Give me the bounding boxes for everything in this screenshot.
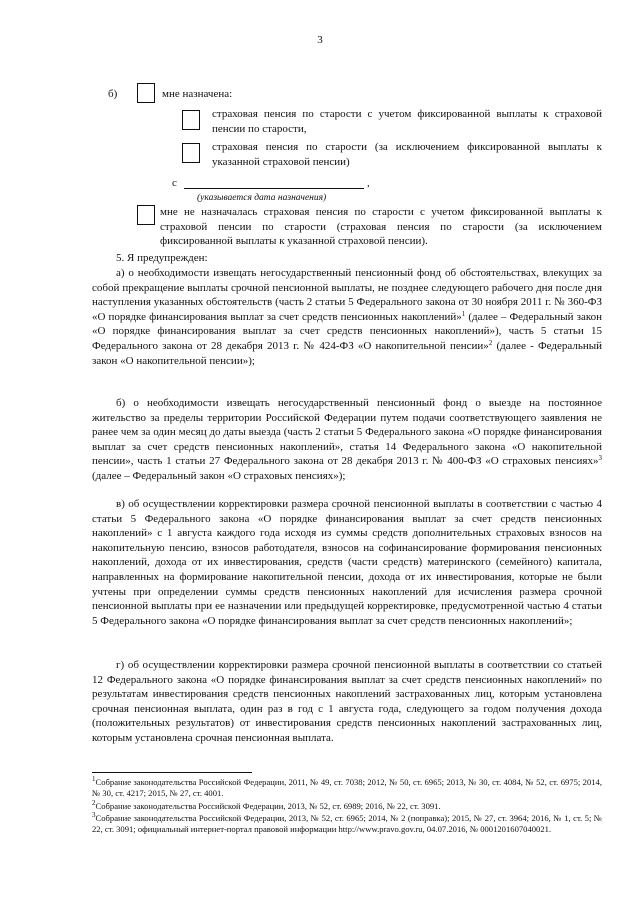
section5-heading: 5. Я предупрежден:: [116, 252, 208, 264]
section5-item-g: г) об осуществлении корректировки размера срочной пенсионной выплаты в соответствии со статьей 12 Федерального закона «О порядке финансирования выплат за счет средств пенсионных накоплений» по результатам инвестирования средств пенсионных накоплений застрахованных лиц, которым установлена срочная пенсионная выплата, один раз в год с 1 августа года, следующего за годом получения дохода (положительных результатов) от инвестирования средств пенсионных накоплений застрахованных лиц, которым установлена срочная пенсионная выплата.: [92, 659, 602, 744]
item-a-text-3: (далее - Федеральный закон «О накопительной пенсии»);: [92, 339, 602, 367]
footnote-ref-2: 2: [488, 338, 493, 347]
footnote-2-mark: 2: [92, 799, 96, 807]
option-not-assigned-text: мне не назначалась страховая пенсия по старости с учетом фиксированной выплаты к страховой пенсии по старости (страховая пенсия по старости (за исключением фиксированной выплаты к указанной страховой пенсии).: [160, 206, 602, 248]
footnote-1: [92, 777, 602, 799]
footnote-3-mark: 3: [92, 811, 96, 819]
section5-item-b: [92, 396, 602, 484]
item-b-text-2: (далее – Федеральный закон «О страховых пенсиях»);: [92, 469, 346, 482]
checkbox-not-assigned[interactable]: [137, 205, 155, 225]
page-number: 3: [317, 34, 323, 46]
footnote-1-text: Собрание законодательства Российской Федерации, 2011, № 49, ст. 7038; 2012, № 50, ст. 6965; 2013, № 30, ст. 4084, № 52, ст. 6975; 2014, № 30, ст. 4217; 2015, № 27, ст. 4001.: [92, 777, 602, 798]
footnote-ref-1: 1: [461, 309, 466, 318]
footnote-2-text: Собрание законодательства Российской Федерации, 2013, № 52, ст. 6989; 2016, № 22, ст. 3091.: [95, 801, 441, 811]
footnote-1-mark: 1: [92, 775, 96, 783]
footnote-2: [92, 801, 602, 812]
item-a-text-2: (далее – Федеральный закон «О порядке финансирования выплат за счет средств пенсионных накоплений»), часть 5 статьи 15 Федерального закона от 28 декабря 2013 г. № 424-ФЗ «О накопительной пенсии»: [92, 310, 603, 352]
checkbox-assigned[interactable]: [137, 83, 155, 103]
section-b-marker: б): [108, 88, 118, 100]
item-a-text-1: а) о необходимости извещать негосударственный пенсионный фонд об обстоятельствах, влекущих за собой прекращение выплаты срочной пенсионной выплаты, не позднее следующего рабочего дня после дня наступления указанных обстоятельств (часть 2 статьи 5 Федерального закона от 30 ноября 2011 г. № 360-ФЗ «О порядке финансирования выплат за счет средств пенсионных накоплений»: [92, 267, 602, 323]
option-excluding-fixed-text: страховая пенсия по старости (за исключением фиксированной выплаты к указанной страховой пенсии): [212, 141, 602, 168]
footnote-separator: [92, 772, 252, 773]
section5-item-v: в) об осуществлении корректировки размера срочной пенсионной выплаты в соответствии с частью 4 статьи 5 Федерального закона «О порядке финансирования выплат за счет средств пенсионных накоплений» с 1 августа каждого года исходя из суммы средств дополнительных страховых взносов на накопительную пенсию, взносов работодателя, взносов на софинансирование формирования пенсионных накоплений, дохода от их инвестирования, средств (части средств) материнского (семейного) капитала, направленных на формирование накопительной пенсии, дохода от их инвестирования, которые не были учтены при определении суммы средств пенсионных накоплений для исчисления размера срочной пенсионной выплаты при ее назначении или предыдущей корректировке, предусмотренной частью 4 статьи 5 Федерального закона «О порядке финансирования выплат за счет средств пенсионных накоплений»;: [92, 498, 602, 627]
item-b-text-1: б) о необходимости извещать негосударственный пенсионный фонд о выезде на постоянное жительство за пределы территории Российской Федерации путем подачи соответствующего заявления не ранее чем за один месяц до даты выезда (часть 2 статьи 5 Федерального закона «О порядке финансирования выплат за счет средств пенсионных накоплений», статья 14 Федерального закона «О накопительной пенсии», часть 1 статьи 27 Федерального закона от 28 декабря 2013 г. № 400-ФЗ «О страховых пенсиях»: [92, 397, 602, 468]
date-suffix: ,: [367, 177, 370, 189]
checkbox-option-excluding-fixed[interactable]: [182, 143, 200, 163]
date-field[interactable]: [184, 188, 364, 189]
section5-item-a: [92, 266, 602, 368]
footnote-3-text: Собрание законодательства Российской Федерации, 2013, № 52, ст. 6965; 2014, № 2 (поправка); 2015, № 27, ст. 3964; 2016, № 1, ст. 5; № 22, ст. 3091; официальный интернет-портал правовой информации http://www.pravo.gov.ru, 04.07.2016, № 0001201607040021.: [92, 813, 602, 834]
date-prefix: с: [172, 177, 177, 189]
footnote-3: [92, 813, 602, 835]
section-b-label: мне назначена:: [162, 88, 233, 100]
footnote-ref-3: 3: [598, 454, 602, 463]
option-fixed-payment-text: страховая пенсия по старости с учетом фиксированной выплаты к страховой пенсии по старости,: [212, 108, 602, 135]
date-hint: (указывается дата назначения): [197, 193, 327, 203]
checkbox-option-fixed-payment[interactable]: [182, 110, 200, 130]
